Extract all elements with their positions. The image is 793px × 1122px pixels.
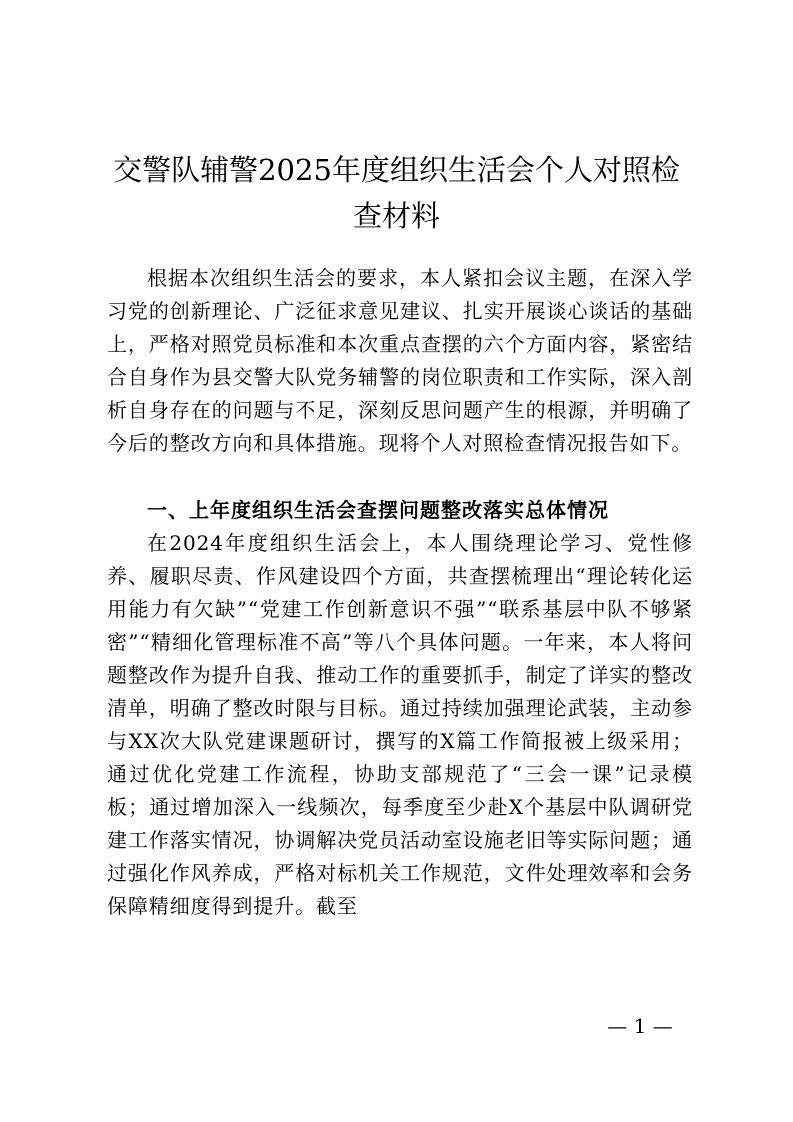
section-1-paragraph: 在2024年度组织生活会上，本人围绕理论学习、党性修养、履职尽责、作风建设四个方面，共查摆梳理出“理论转化运用能力有欠缺”“党建工作创新意识不强”“联系基层中队不够紧密”“精细化管理标准不高”等八个具体问题。一年来，本人将问题整改作为提升自我、推动工作的重要抓手，制定了详实的整改清单，明确了整改时限与目标。通过持续加强理论武装，主动参与XX次大队党建课题研讨，撰写的X篇工作简报被上级采用；通过优化党建工作流程，协助支部规范了“三会一课”记录模板；通过增加深入一线频次，每季度至少赴X个基层中队调研党建工作落实情况，协调解决党员活动室设施老旧等实际问题；通过强化作风养成，严格对标机关工作规范，文件处理效率和会务保障精细度得到提升。截至 xyxy=(107,531,693,918)
page-number: — 1 — xyxy=(607,1014,673,1038)
intro-paragraph: 根据本次组织生活会的要求，本人紧扣会议主题，在深入学习党的创新理论、广泛征求意见建议、扎实开展谈心谈话的基础上，严格对照党员标准和本次重点查摆的六个方面内容，紧密结合自身作为县交警大队党务辅警的岗位职责和工作实际，深入剖析自身存在的问题与不足，深刻反思问题产生的根源，并明确了今后的整改方向和具体措施。现将个人对照检查情况报告如下。 xyxy=(107,266,693,455)
document-title-line-2: 查材料 xyxy=(352,199,440,233)
section-heading-1: 一、上年度组织生活会查摆问题整改落实总体情况 xyxy=(147,498,609,522)
document-title-line-1: 交警队辅警2025年度组织生活会个人对照检 xyxy=(113,153,680,187)
